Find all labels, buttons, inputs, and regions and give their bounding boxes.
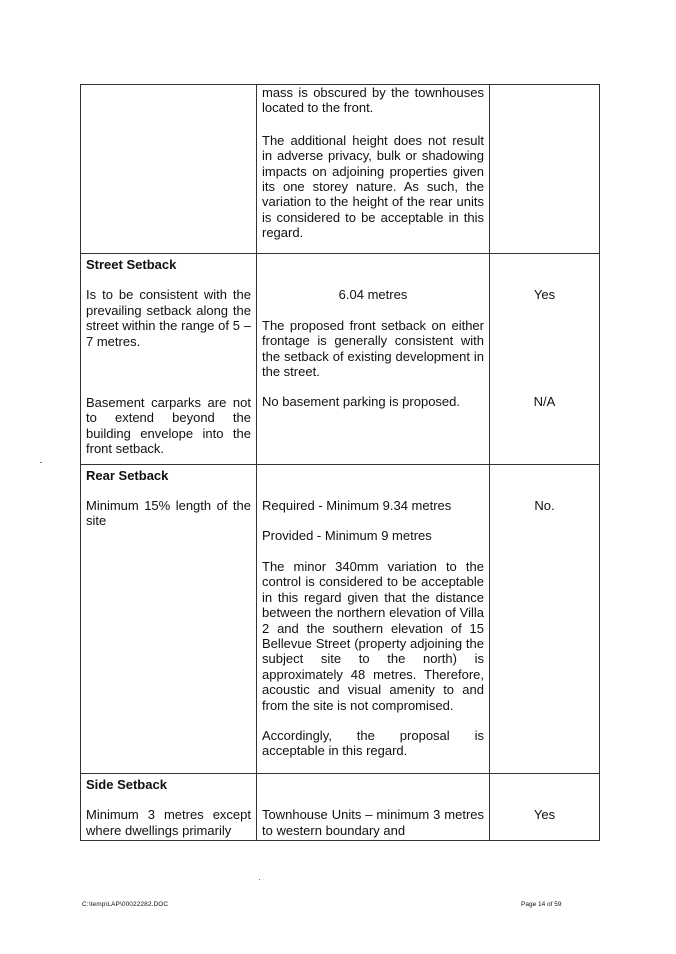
side-setback-heading: Side Setback [81,773,257,794]
cell-side-setback-col3 [490,794,600,840]
continuation-paragraph-1: mass is obscured by the townhouses located to the front. [262,85,484,116]
scan-speck [259,879,260,880]
cell-empty [257,464,490,485]
street-setback-compliance: Yes [533,287,556,303]
table-row-rear-setback [81,485,600,773]
rear-setback-conclusion: Accordingly, the proposal is acceptable in this regard. [262,727,484,759]
street-setback-distance: 6.04 metres [338,287,408,303]
table-row-side-setback [81,794,600,840]
footer-page-number: Page 14 of 59 [521,901,562,908]
cell-street-setback-col3 [490,274,600,464]
side-setback-compliance: Yes [533,807,556,823]
cell-empty [257,773,490,794]
basement-compliance: N/A [533,393,556,409]
table-row-street-setback [81,274,600,464]
street-setback-requirement-1: Is to be consistent with the prevailing setback along the street within the range of 5 – 7 metres. [86,287,251,349]
table-row-continuation [81,85,600,254]
side-setback-requirement: Minimum 3 metres except where dwellings primarily [86,807,251,838]
street-setback-comment: The proposed front setback on either frontage is generally consistent with the setback of existing development in the street. [262,317,484,380]
table-row-rear-setback-heading [81,464,600,485]
cell-rear-setback-col1 [81,485,257,773]
scan-speck [40,462,42,463]
cell-street-setback-col1 [81,274,257,464]
cell-side-setback-col1 [81,794,257,840]
basement-parking-comment: No basement parking is proposed. [262,394,461,410]
cell-continuation-col2 [257,85,490,254]
cell-rear-setback-col3 [490,485,600,773]
rear-setback-heading: Rear Setback [81,464,257,485]
cell-continuation-col1 [81,85,257,254]
table-row-street-setback-heading [81,254,600,275]
footer-file-path: C:\temp\LAP\00022282.DOC [82,901,169,908]
street-setback-requirement-2: Basement carparks are not to extend beyond the building envelope into the front setback. [86,395,251,457]
cell-street-setback-col2 [257,274,490,464]
street-setback-heading: Street Setback [81,254,257,275]
rear-setback-required: Required - Minimum 9.34 metres [262,498,452,514]
cell-continuation-col3 [490,85,600,254]
rear-setback-compliance: No. [534,498,555,514]
cell-empty [257,254,490,275]
cell-empty [490,254,600,275]
rear-setback-variation-comment: The minor 340mm variation to the control is considered to be acceptable in this regard given that the distance between the northern elevation of Villa 2 and the southern elevation of 15 Bellevue Street (property adjoining the subject site to the north) is approximately 48 metres. Therefore, acoustic and visual amenity to and from the site is not compromised. [262,558,484,713]
side-setback-comment: Townhouse Units – minimum 3 metres to western boundary and [262,807,484,838]
setback-compliance-table [80,84,600,841]
rear-setback-requirement: Minimum 15% length of the site [86,498,251,529]
table-row-side-setback-heading [81,773,600,794]
cell-empty [490,773,600,794]
cell-empty [490,464,600,485]
rear-setback-provided: Provided - Minimum 9 metres [262,528,432,544]
cell-rear-setback-col2 [257,485,490,773]
cell-side-setback-col2 [257,794,490,840]
continuation-paragraph-2: The additional height does not result in adverse privacy, bulk or shadowing impacts on adjoining properties given its one storey nature. As such, the variation to the height of the rear units is considered to be acceptable in this regard. [262,132,484,241]
